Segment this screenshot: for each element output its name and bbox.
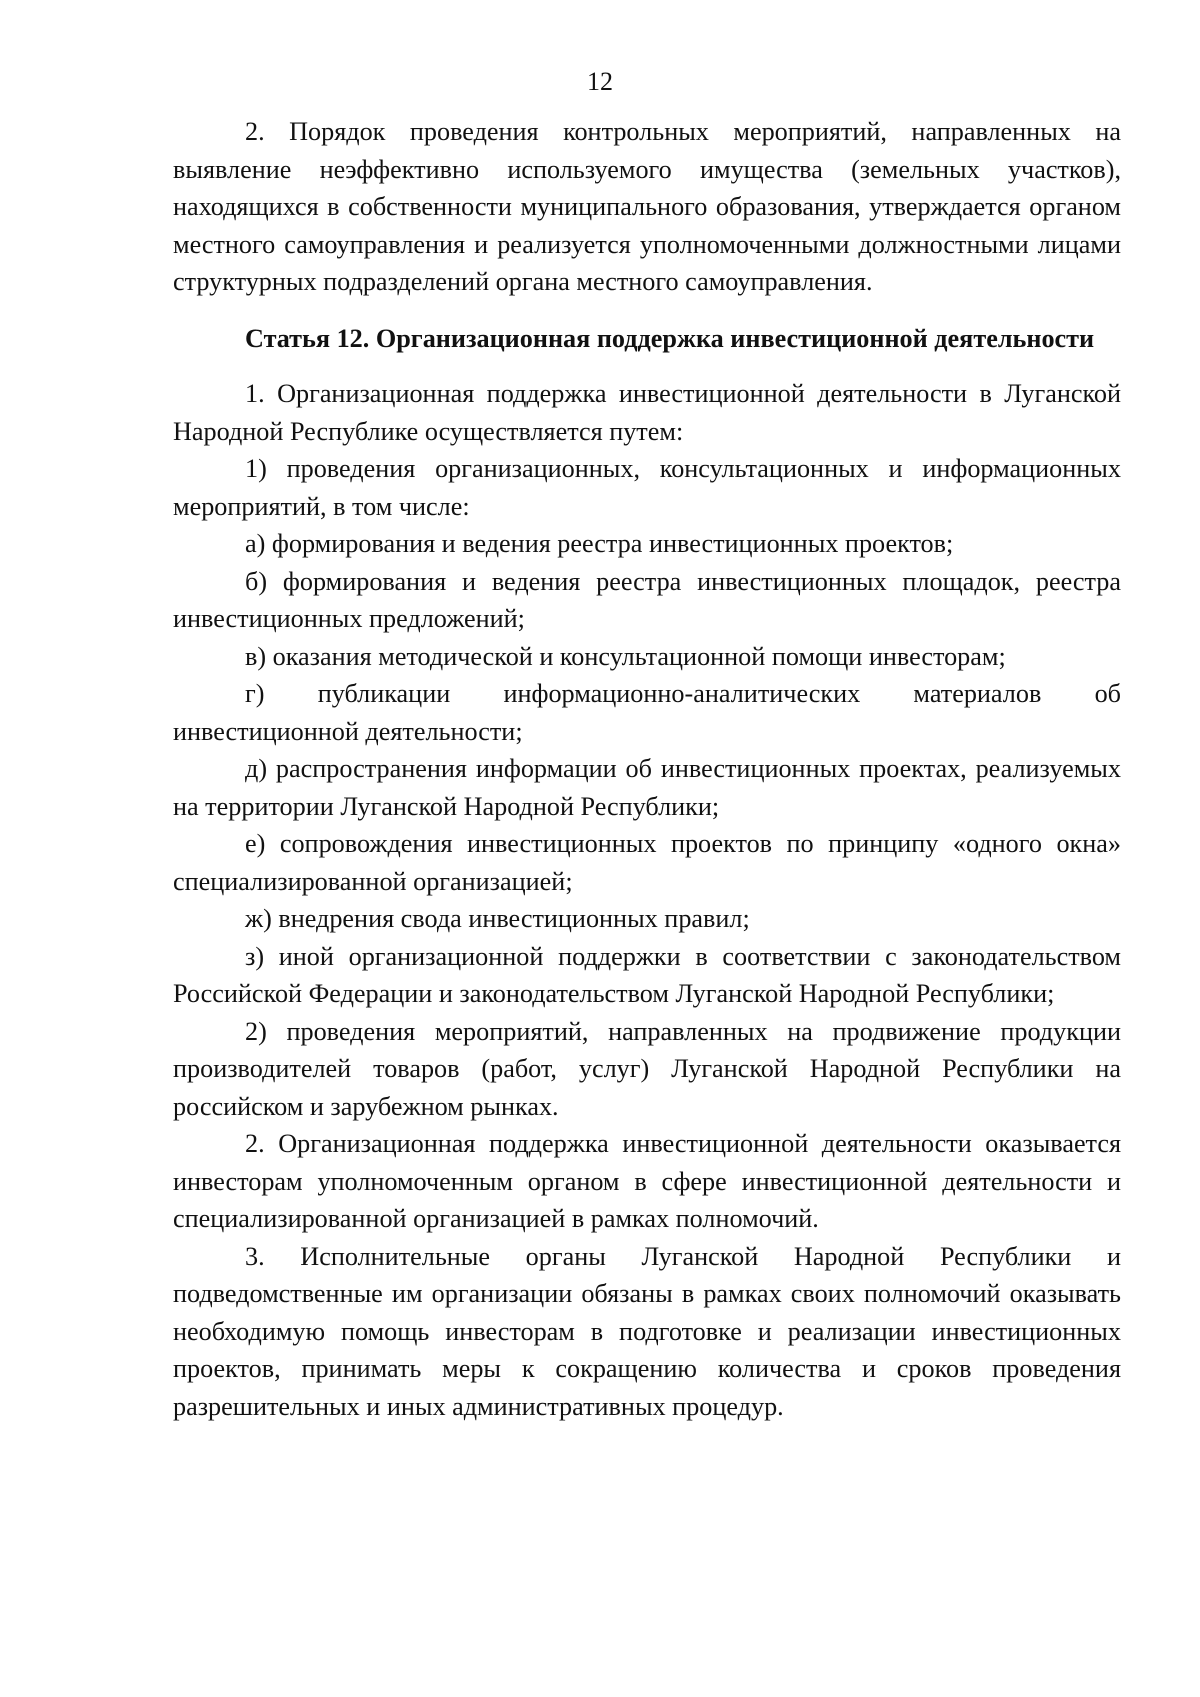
article-paragraph: 1. Организационная поддержка инвестиционной деятельности в Луганской Народной Республике осуществляется путем: bbox=[173, 379, 1121, 446]
article-heading: Статья 12. Организационная поддержка инвестиционной деятельности bbox=[245, 323, 1095, 353]
article-paragraph: д) распространения информации об инвестиционных проектах, реализуемых на территории Луганской Народной Республики; bbox=[173, 754, 1121, 821]
article-paragraph: 2) проведения мероприятий, направленных на продвижение продукции производителей товаров (работ, услуг) Луганской Народной Республики на российском и зарубежном рынках. bbox=[173, 1016, 1121, 1121]
article-paragraph: 3. Исполнительные органы Луганской Народной Республики и подведомственные им организации обязаны в рамках своих полномочий оказывать необходимую помощь инвесторам в подготовке и реализации инвестиционных проектов, принимать меры к сокращению количества и сроков проведения разрешительных и иных административных процедур. bbox=[173, 1241, 1121, 1421]
article-paragraph: а) формирования и ведения реестра инвестиционных проектов; bbox=[245, 529, 954, 558]
article-paragraph: г) публикации информационно-аналитических материалов об инвестиционной деятельности; bbox=[173, 679, 1121, 746]
article-paragraph: 2. Организационная поддержка инвестиционной деятельности оказывается инвесторам уполномоченным органом в сфере инвестиционной деятельности и специализированной организацией в рамках полномочий. bbox=[173, 1129, 1121, 1233]
article-paragraph: 1) проведения организационных, консультационных и информационных мероприятий, в том числе: bbox=[173, 454, 1121, 521]
intro-paragraph: 2. Порядок проведения контрольных мероприятий, направленных на выявление неэффективно используемого имущества (земельных участков), находящихся в собственности муниципального образования, утверждается органом местного самоуправления и реализуется уполномоченными должностными лицами структурных подразделений органа местного самоуправления. bbox=[173, 117, 1121, 296]
article-paragraph: з) иной организационной поддержки в соответствии с законодательством Российской Федерации и законодательством Луганской Народной Республики; bbox=[173, 941, 1121, 1008]
page-number: 12 bbox=[587, 67, 613, 96]
article-paragraph: б) формирования и ведения реестра инвестиционных площадок, реестра инвестиционных предложений; bbox=[173, 566, 1121, 633]
article-paragraph: е) сопровождения инвестиционных проектов по принципу «одного окна» специализированной организацией; bbox=[173, 829, 1121, 896]
article-paragraph: ж) внедрения свода инвестиционных правил; bbox=[245, 904, 750, 933]
article-paragraph: в) оказания методической и консультационной помощи инвесторам; bbox=[245, 641, 1006, 671]
document-body bbox=[173, 113, 1121, 1425]
